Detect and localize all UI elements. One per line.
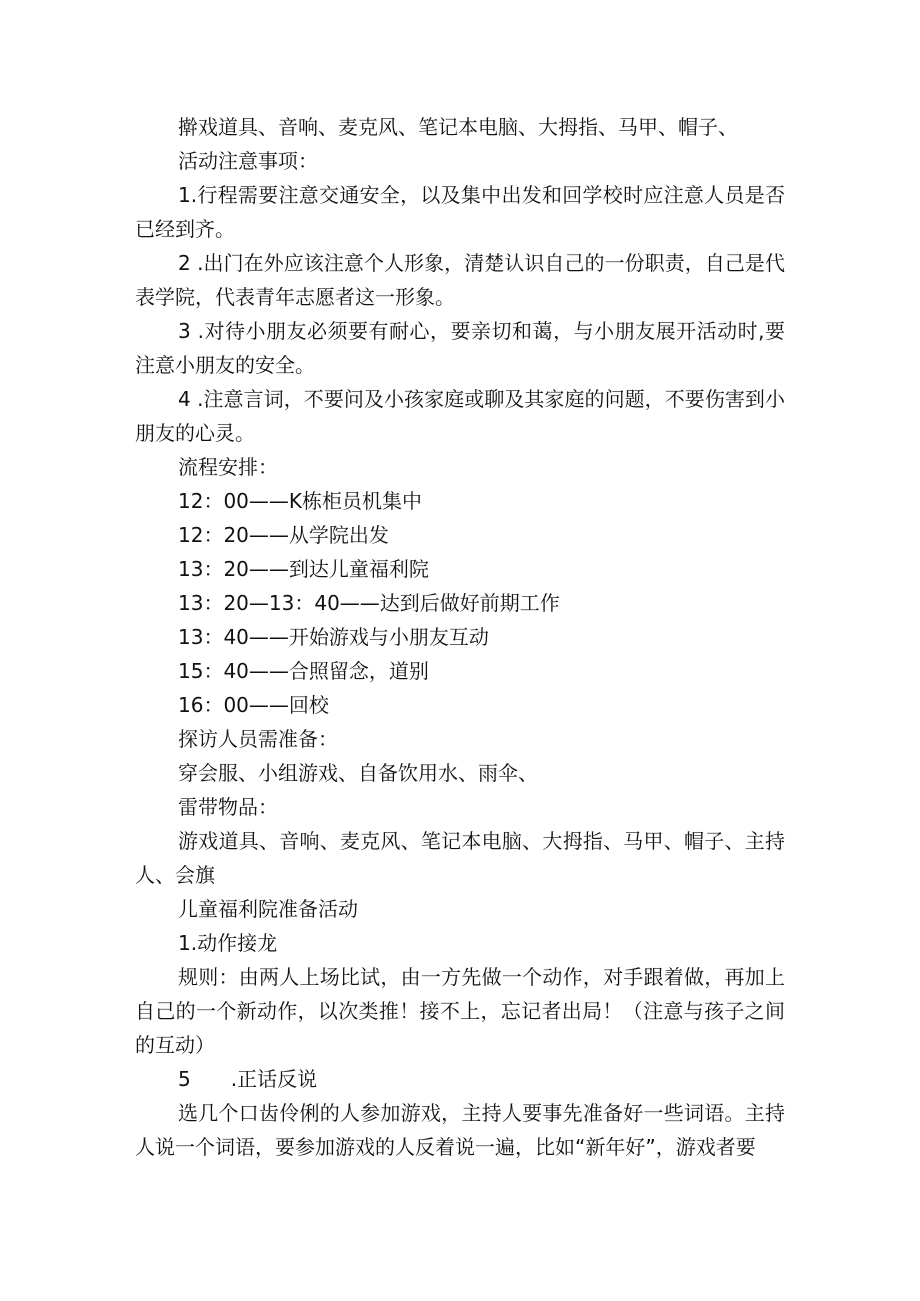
visitor-prep-items: 穿会服、小组游戏、自备饮用水、雨伞、 (178, 761, 538, 785)
activity-2-description: 选几个口齿伶俐的人参加游戏，主持人要事先准备好一些词语。主持人说一个词语，要参加游戏的人反着说一遍，比如“新年好”，游戏者要 (135, 1101, 785, 1159)
schedule-item-4: 13：20—13：40——达到后做好前期工作 (178, 591, 560, 615)
schedule-item-1: 12：00——K栋柜员机集中 (178, 489, 423, 513)
schedule-item-7: 16：00——回校 (178, 693, 329, 717)
heading-orphanage-activities: 儿童福利院准备活动 (178, 897, 358, 921)
activity-2-title: 5 .正话反说 (178, 1067, 318, 1091)
schedule-item-3: 13：20——到达儿童福利院 (178, 557, 429, 581)
note-item-4: 4 .注意言词，不要问及小孩家庭或聊及其家庭的问题，不要伤害到小朋友的心灵。 (135, 387, 785, 445)
schedule-item-2: 12：20——从学院出发 (178, 523, 389, 547)
heading-activity-notes: 活动注意事项： (178, 149, 318, 173)
items-to-bring-list: 游戏道具、音响、麦克风、笔记本电脑、大拇指、马甲、帽子、主持人、会旗 (135, 829, 785, 887)
document-body (135, 110, 785, 1164)
activity-1-title: 1.动作接龙 (178, 931, 278, 955)
note-item-3: 3 .对待小朋友必须要有耐心，要亲切和蔼，与小朋友展开活动时,要注意小朋友的安全。 (135, 319, 785, 377)
note-item-1: 1.行程需要注意交通安全，以及集中出发和回学校时应注意人员是否已经到齐。 (135, 183, 785, 241)
schedule-item-5: 13：40——开始游戏与小朋友互动 (178, 625, 489, 649)
paragraph-props-list-partial: 擀戏道具、音响、麦克风、笔记本电脑、大拇指、马甲、帽子、 (178, 115, 738, 139)
heading-schedule: 流程安排： (178, 455, 278, 479)
heading-visitor-prep: 探访人员需准备： (178, 727, 338, 751)
activity-1-rules: 规则：由两人上场比试，由一方先做一个动作，对手跟着做，再加上自己的一个新动作，以次类推！接不上，忘记者出局！（注意与孩子之间的互动） (135, 965, 785, 1057)
note-item-2: 2 .出门在外应该注意个人形象，清楚认识自己的一份职责，自己是代表学院，代表青年志愿者这一形象。 (135, 251, 785, 309)
schedule-item-6: 15：40——合照留念，道别 (178, 659, 429, 683)
heading-items-to-bring: 雷带物品： (178, 795, 278, 819)
